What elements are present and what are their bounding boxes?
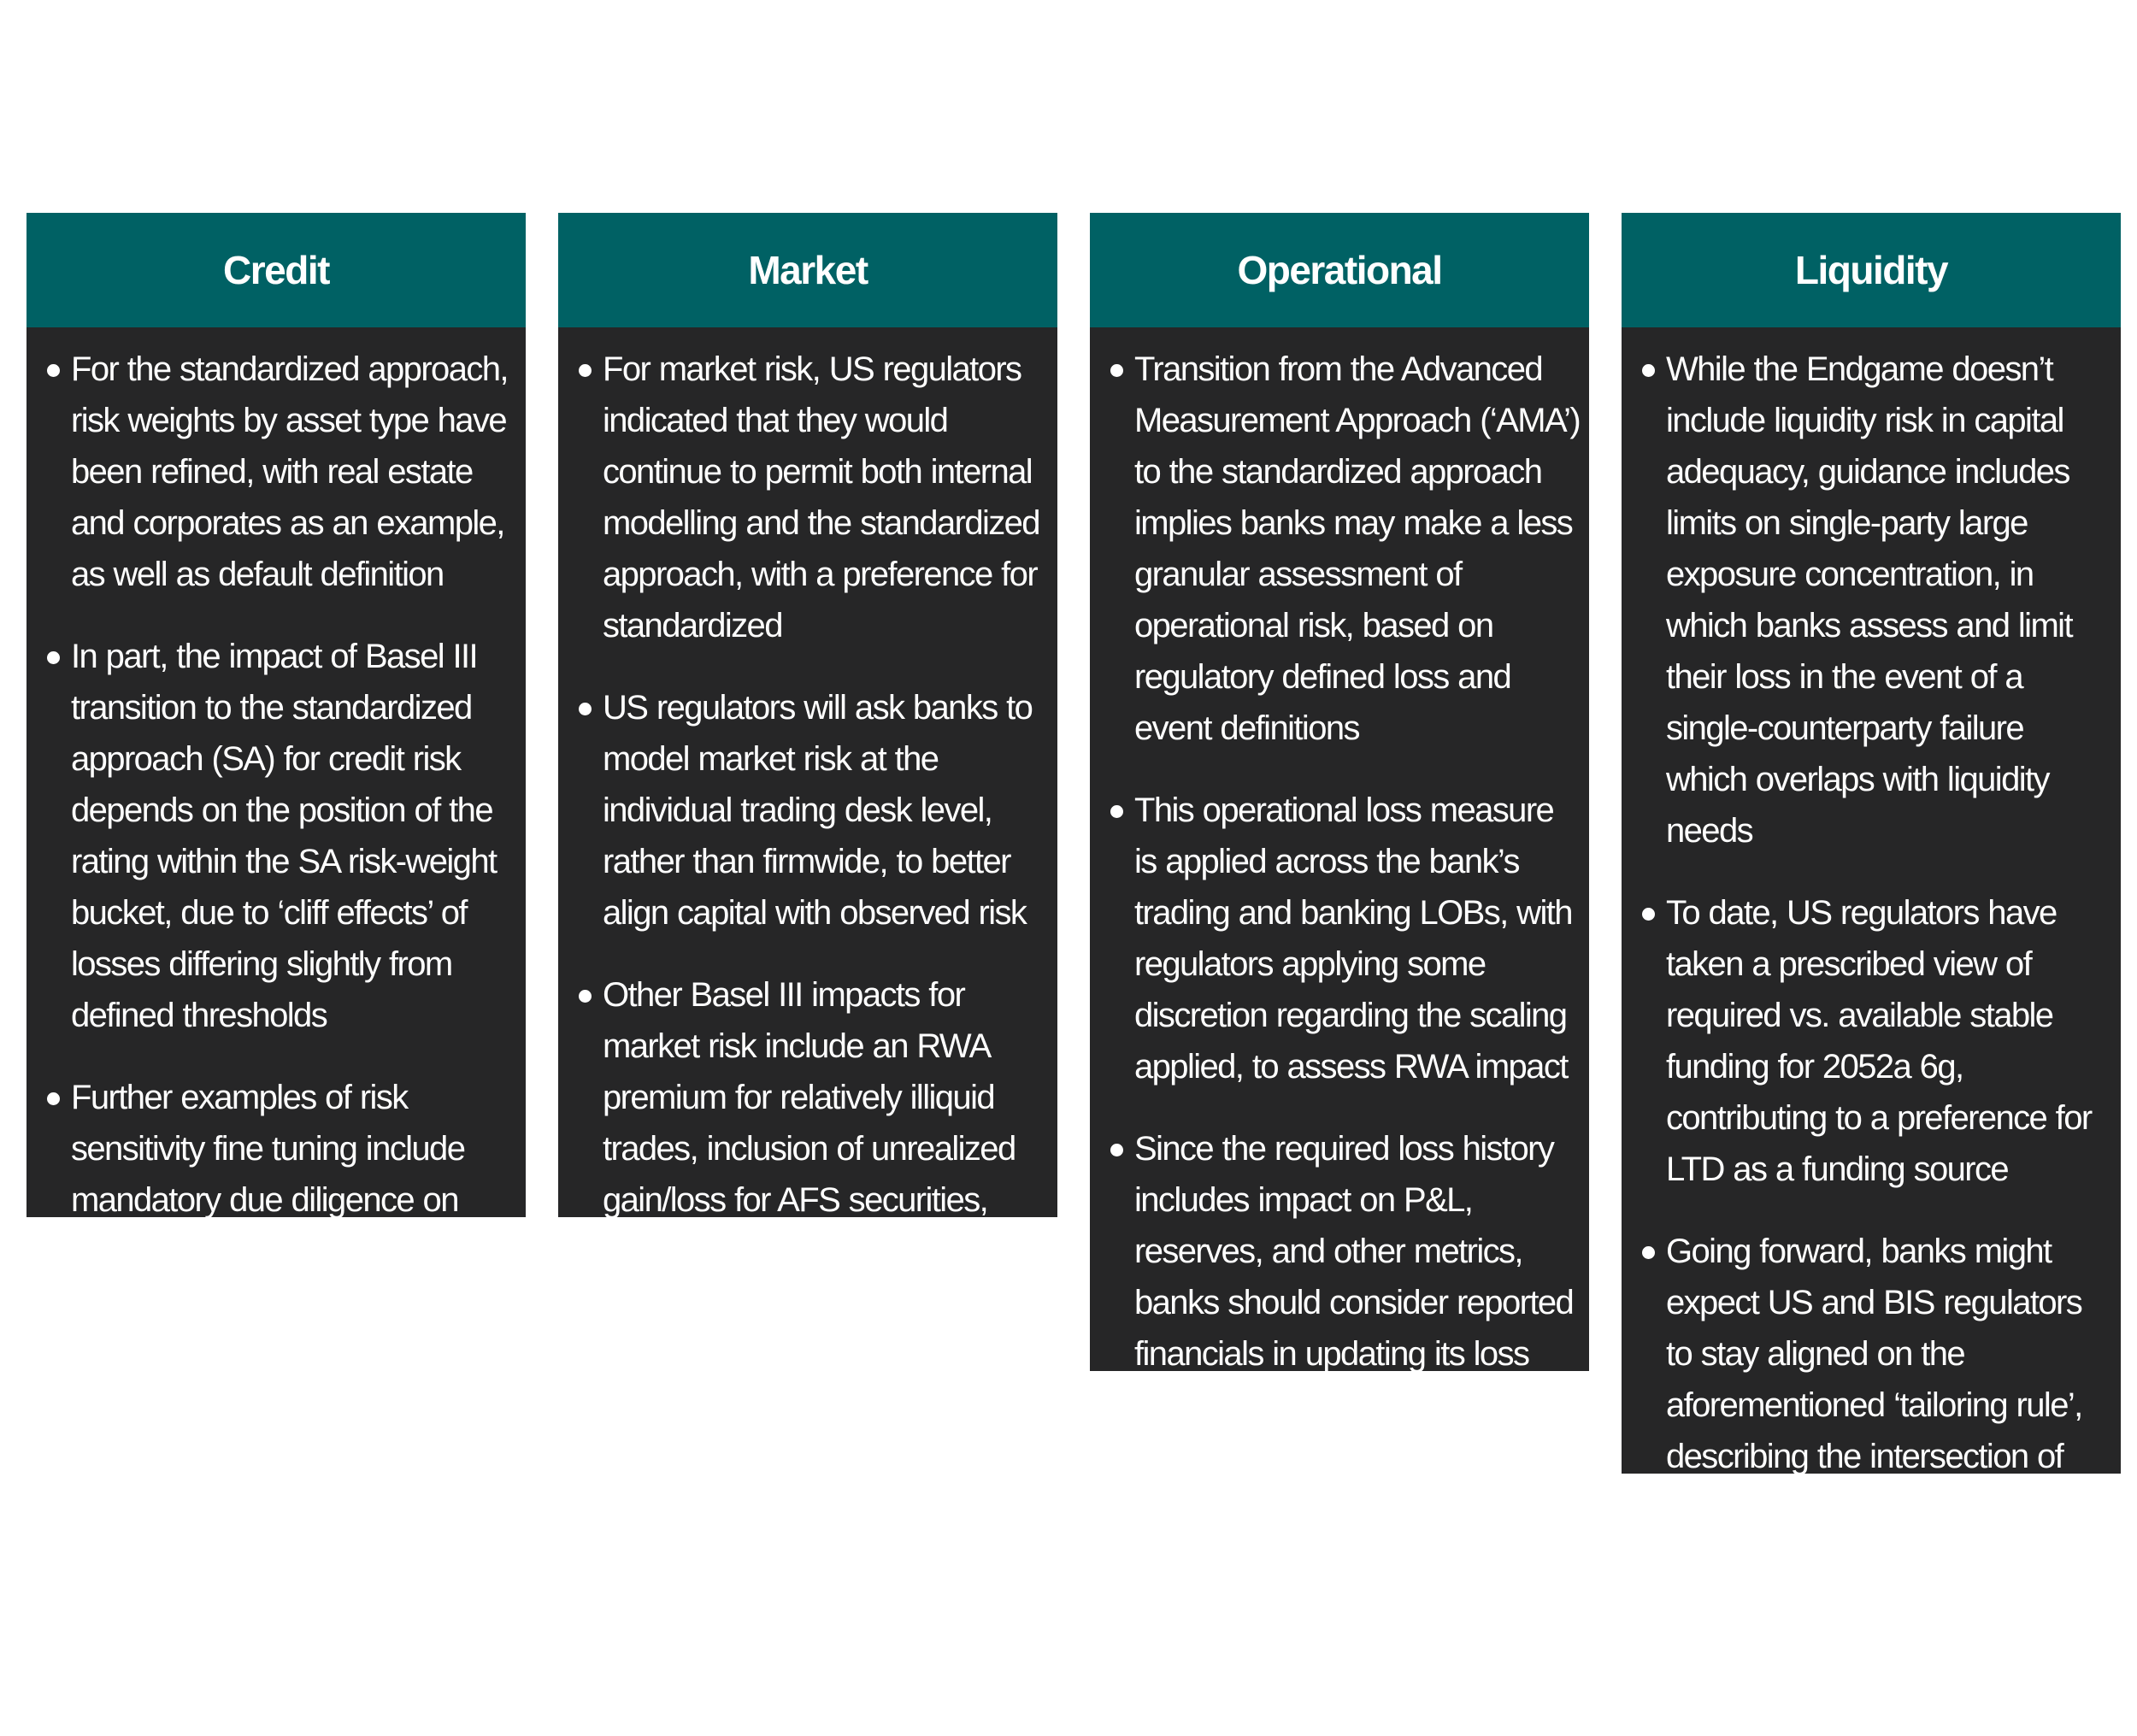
bullet-icon bbox=[47, 651, 60, 664]
column-header-operational: Operational bbox=[1090, 213, 1589, 327]
column-body-liquidity bbox=[1622, 327, 2121, 1629]
bullet-item bbox=[1107, 785, 1581, 1092]
bullet-text: Since the required loss history includes impact on P&L, reserves, and other metrics, banks should consider reported financials in updating its loss history consistent with these metrics bbox=[1134, 1130, 1574, 1475]
column-credit bbox=[26, 213, 526, 1373]
bullet-icon bbox=[579, 703, 592, 715]
bullet-item bbox=[1107, 1123, 1581, 1482]
column-header-liquidity: Liquidity bbox=[1622, 213, 2121, 327]
bullet-icon bbox=[1642, 364, 1655, 377]
bullet-icon bbox=[1642, 908, 1655, 921]
bullet-list bbox=[44, 344, 517, 1380]
bullet-item bbox=[575, 344, 1049, 651]
bullet-item bbox=[575, 969, 1049, 1380]
bullet-list bbox=[1639, 344, 2112, 1636]
column-header-credit: Credit bbox=[26, 213, 526, 327]
bullet-item bbox=[44, 1072, 517, 1380]
column-operational bbox=[1090, 213, 1589, 1475]
bullet-text: While the Endgame doesn’t include liquidity risk in capital adequacy, guidance includes limits on single-party large exposure concentration, in which banks assess and limit their loss in the event of a single-counterparty failure which overlaps with liquidity needs bbox=[1666, 350, 2072, 850]
bullet-text: US regulators will ask banks to model market risk at the individual trading desk level, rather than firmwide, to better align capital with observed risk bbox=[603, 689, 1033, 932]
bullet-text: This operational loss measure is applied across the bank’s trading and banking LOBs, with regulators applying some discretion regarding the scaling applied, to assess RWA impact bbox=[1134, 791, 1572, 1086]
bullet-text: For the standardized approach, risk weights by asset type have been refined, with real estate and corporates as an example, as well as default definition bbox=[71, 350, 508, 593]
bullet-item bbox=[1639, 344, 2112, 856]
bullet-text: Further examples of risk sensitivity fine tuning include mandatory due diligence on ratings assignment and granulated treatment of unrated bank exposures bbox=[71, 1079, 510, 1373]
bullet-icon bbox=[579, 990, 592, 1003]
bullet-icon bbox=[1110, 1144, 1123, 1156]
bullet-item bbox=[1107, 344, 1581, 754]
bullet-icon bbox=[579, 364, 592, 377]
bullet-item bbox=[1639, 887, 2112, 1195]
column-liquidity bbox=[1622, 213, 2121, 1629]
bullet-text: To date, US regulators have taken a prescribed view of required vs. available stable funding for 2052a 6g, contributing to a preference for LTD as a funding source bbox=[1666, 894, 2092, 1188]
column-body-credit bbox=[26, 327, 526, 1373]
bullet-text: In part, the impact of Basel III transition to the standardized approach (SA) for credit risk depends on the position of the rating within the SA risk-weight bucket, due to ‘cliff effects’ of losses differing slightly from defined thresholds bbox=[71, 638, 497, 1034]
bullet-item bbox=[575, 682, 1049, 939]
bullet-icon bbox=[1110, 364, 1123, 377]
bullet-item bbox=[44, 631, 517, 1041]
bullet-item bbox=[1639, 1226, 2112, 1636]
bullet-icon bbox=[1642, 1246, 1655, 1259]
column-market bbox=[558, 213, 1057, 1373]
bullet-list bbox=[1107, 344, 1581, 1482]
bullet-icon bbox=[47, 364, 60, 377]
bullet-item bbox=[44, 344, 517, 600]
bullet-list bbox=[575, 344, 1049, 1380]
column-body-operational bbox=[1090, 327, 1589, 1475]
bullet-icon bbox=[47, 1092, 60, 1105]
bullet-icon bbox=[1110, 805, 1123, 818]
column-header-market: Market bbox=[558, 213, 1057, 327]
bullet-text: Going forward, banks might expect US and BIS regulators to stay aligned on the aforementioned ‘tailoring rule’, describing the intersection of capital and liquidity, as they consider growth and revenue targets bbox=[1666, 1233, 2082, 1629]
bullet-text: For market risk, US regulators indicated that they would continue to permit both internal modelling and the standardized approach, with a preference for standardized bbox=[603, 350, 1039, 644]
column-body-market bbox=[558, 327, 1057, 1373]
bullet-text: Transition from the Advanced Measurement Approach (‘AMA’) to the standardized approach implies banks may make a less granular assessment of operational risk, based on regulatory defined loss and event definitions bbox=[1134, 350, 1581, 747]
bullet-text: Other Basel III impacts for market risk include an RWA premium for relatively illiquid trades, inclusion of unrealized gain/loss for AFS securities, and applicability to sub $100b banks with significant trading operations bbox=[603, 976, 1016, 1373]
